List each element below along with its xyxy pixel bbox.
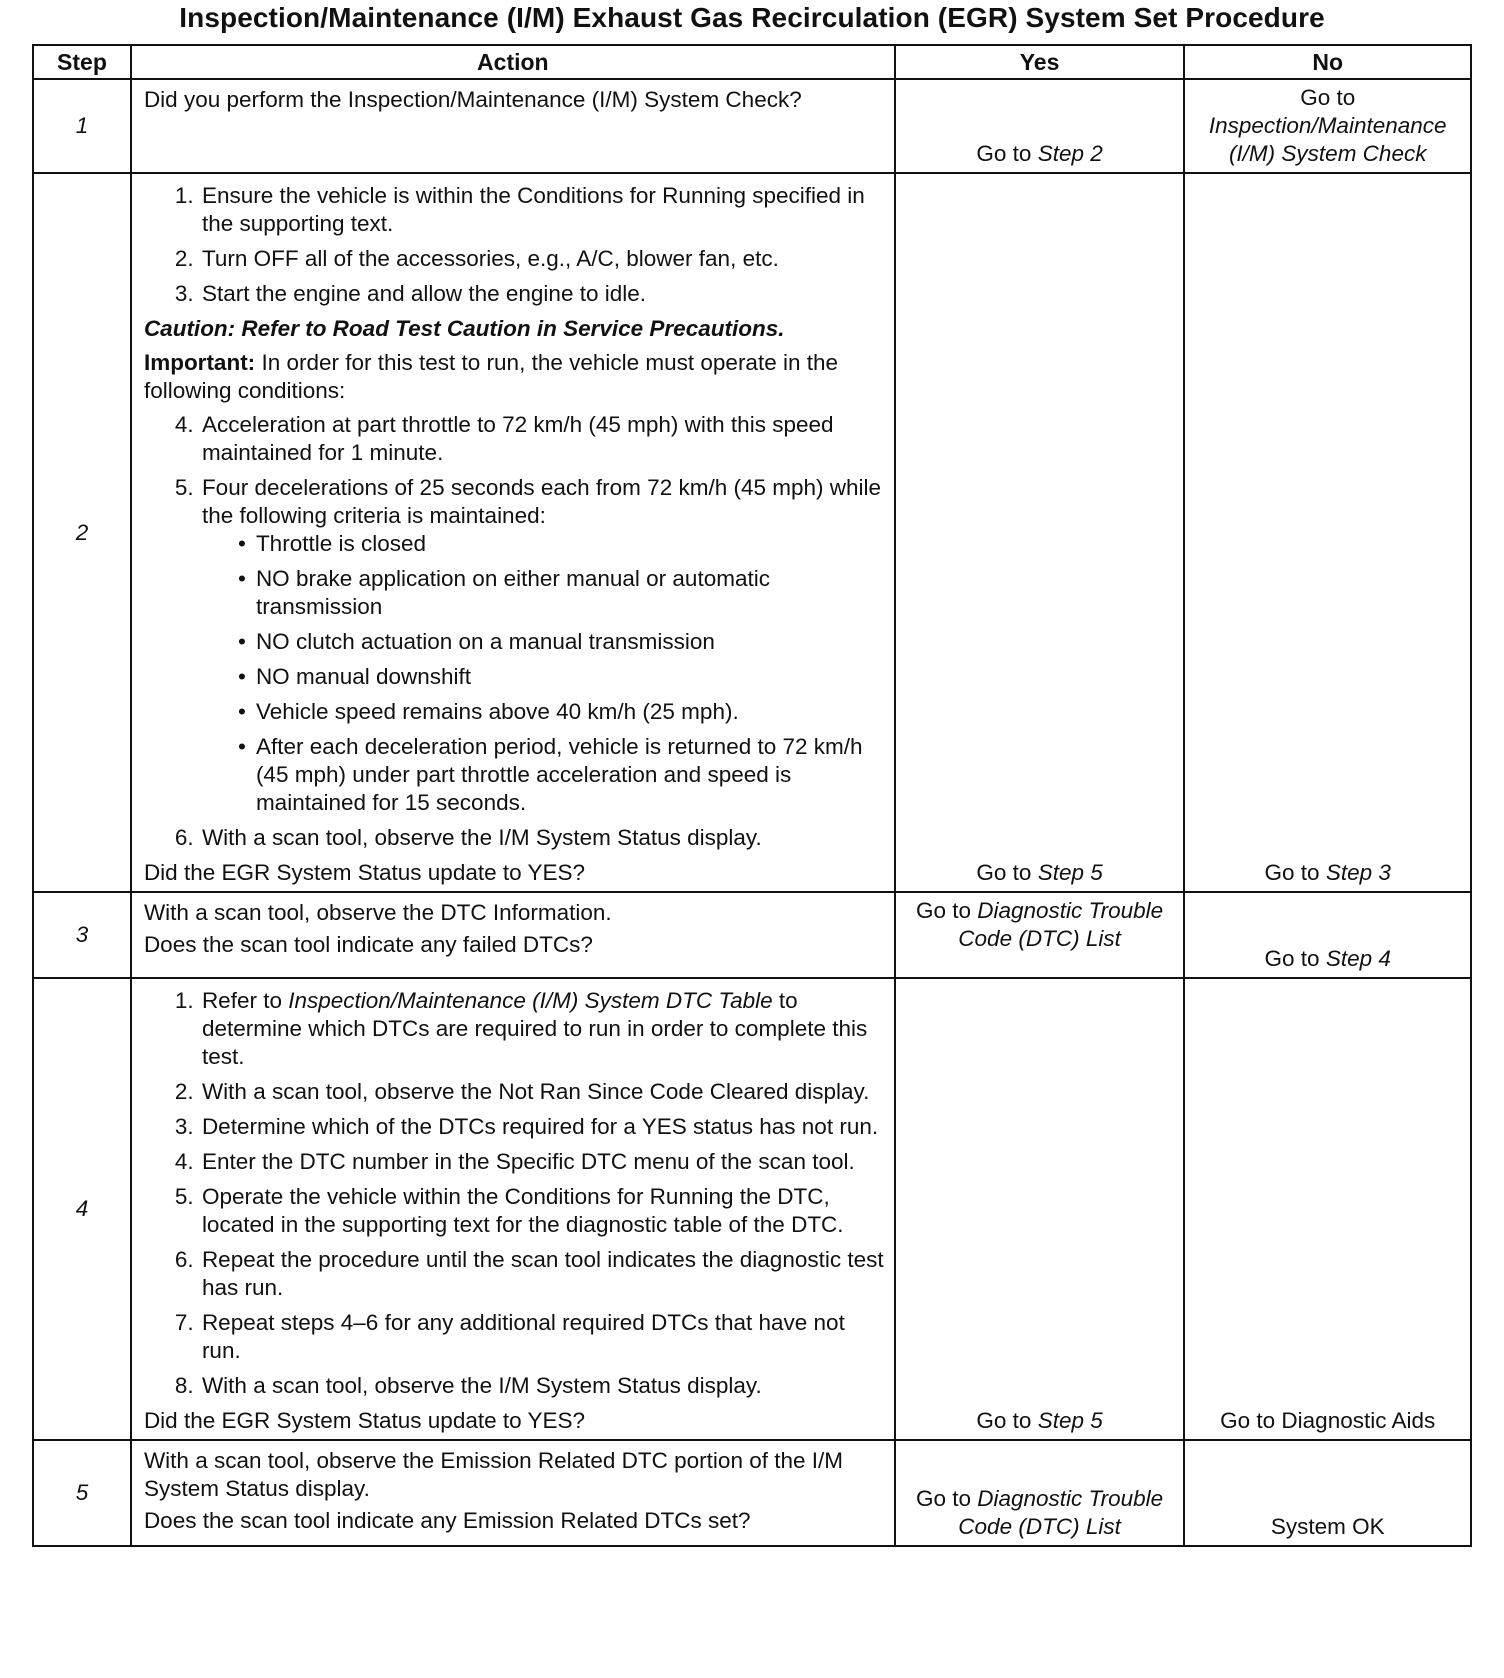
table-row xyxy=(33,1440,1471,1546)
table-row xyxy=(33,978,1471,1440)
bullet-item: • NO manual downshift xyxy=(238,663,884,691)
yes-prefix: Go to xyxy=(915,898,971,923)
header-step: Step xyxy=(33,45,131,79)
instruction-list xyxy=(144,987,884,1400)
list-item: 6. Repeat the procedure until the scan tool indicates the diagnostic test has run. xyxy=(200,1246,884,1302)
no-cell xyxy=(1184,892,1471,978)
list-item: 1. Ensure the vehicle is within the Conditions for Running specified in the supporting text. xyxy=(200,182,884,238)
statement-text: With a scan tool, observe the Emission Related DTC portion of the I/M System Status display. xyxy=(143,1448,843,1501)
no-prefix: Go to xyxy=(1264,860,1320,885)
list-item: 8. With a scan tool, observe the I/M System Status display. xyxy=(200,1372,884,1400)
instruction-list xyxy=(144,182,884,308)
list-item: 5. Operate the vehicle within the Conditions for Running the DTC, located in the supporting text for the diagnostic table of the DTC. xyxy=(200,1183,884,1239)
list-item: 2. Turn OFF all of the accessories, e.g., A/C, blower fan, etc. xyxy=(200,245,884,273)
yes-prefix: Go to xyxy=(915,1486,971,1511)
no-link[interactable]: Step 3 xyxy=(1325,860,1391,885)
dtc-table-link[interactable]: Inspection/Maintenance (I/M) System DTC Table xyxy=(288,988,773,1013)
list-item: 2. With a scan tool, observe the Not Ran Since Code Cleared display. xyxy=(200,1078,884,1106)
yes-cell xyxy=(895,978,1185,1440)
action-cell xyxy=(131,173,895,892)
question-text: Did the EGR System Status update to YES? xyxy=(143,1408,586,1433)
step-number: 1 xyxy=(33,79,131,173)
list-item: 3. Start the engine and allow the engine to idle. xyxy=(200,280,884,308)
statement-text: With a scan tool, observe the DTC Information. xyxy=(143,900,612,925)
step-number: 3 xyxy=(33,892,131,978)
list-item-text: Four decelerations of 25 seconds each from 72 km/h (45 mph) while the following criteria is maintained: xyxy=(201,475,882,528)
yes-prefix: Go to xyxy=(976,141,1032,166)
list-item: 6. With a scan tool, observe the I/M System Status display. xyxy=(200,824,884,852)
table-row xyxy=(33,173,1471,892)
table-row xyxy=(33,892,1471,978)
caution-note: Caution: Refer to Road Test Caution in Service Precautions. xyxy=(143,316,785,341)
important-label: Important: xyxy=(143,350,256,375)
yes-link[interactable]: Step 5 xyxy=(1037,1408,1103,1433)
no-result: System OK xyxy=(1270,1514,1385,1539)
procedure-table xyxy=(32,44,1472,1547)
bullet-item: • NO brake application on either manual or automatic transmission xyxy=(238,565,884,621)
criteria-list xyxy=(202,530,884,817)
no-link[interactable]: Step 4 xyxy=(1325,946,1391,971)
yes-cell xyxy=(895,173,1185,892)
item-suffix: to determine which DTCs are required to run in order to complete this test. xyxy=(201,988,868,1069)
action-cell xyxy=(131,892,895,978)
yes-cell xyxy=(895,79,1185,173)
list-item: 7. Repeat steps 4–6 for any additional required DTCs that have not run. xyxy=(200,1309,884,1365)
yes-link[interactable]: Step 2 xyxy=(1037,141,1103,166)
yes-prefix: Go to xyxy=(976,1408,1032,1433)
question-text: Did the EGR System Status update to YES? xyxy=(143,860,586,885)
yes-link[interactable]: Diagnostic Trouble Code (DTC) List xyxy=(958,1486,1164,1539)
instruction-list xyxy=(144,411,884,852)
header-no: No xyxy=(1184,45,1471,79)
item-prefix: Refer to xyxy=(201,988,282,1013)
no-prefix: Go to xyxy=(1264,946,1320,971)
list-item: 4. Acceleration at part throttle to 72 km/h (45 mph) with this speed maintained for 1 minute. xyxy=(200,411,884,467)
yes-cell xyxy=(895,1440,1185,1546)
list-item: 4. Enter the DTC number in the Specific DTC menu of the scan tool. xyxy=(200,1148,884,1176)
important-note xyxy=(144,349,884,405)
no-link[interactable]: Go to Diagnostic Aids xyxy=(1220,1408,1436,1433)
action-cell xyxy=(131,79,895,173)
question-text: Did you perform the Inspection/Maintenance (I/M) System Check? xyxy=(143,87,802,112)
step-number: 5 xyxy=(33,1440,131,1546)
action-cell xyxy=(131,1440,895,1546)
action-cell xyxy=(131,978,895,1440)
no-prefix: Go to xyxy=(1300,85,1356,110)
list-item xyxy=(200,987,884,1071)
table-row xyxy=(33,79,1471,173)
yes-link[interactable]: Step 5 xyxy=(1037,860,1103,885)
header-yes: Yes xyxy=(895,45,1185,79)
no-cell xyxy=(1184,173,1471,892)
important-text: In order for this test to run, the vehicle must operate in the following conditions: xyxy=(143,350,839,403)
no-link[interactable]: Inspection/Maintenance (I/M) System Check xyxy=(1208,113,1447,166)
yes-link[interactable]: Diagnostic Trouble Code (DTC) List xyxy=(958,898,1164,951)
bullet-item: • Throttle is closed xyxy=(238,530,884,558)
no-cell xyxy=(1184,79,1471,173)
step-number: 4 xyxy=(33,978,131,1440)
bullet-item: • Vehicle speed remains above 40 km/h (25 mph). xyxy=(238,698,884,726)
yes-prefix: Go to xyxy=(976,860,1032,885)
header-row xyxy=(33,45,1471,79)
question-text: Does the scan tool indicate any Emission Related DTCs set? xyxy=(143,1508,751,1533)
step-number: 2 xyxy=(33,173,131,892)
question-text: Does the scan tool indicate any failed DTCs? xyxy=(143,932,593,957)
list-item: 3. Determine which of the DTCs required for a YES status has not run. xyxy=(200,1113,884,1141)
bullet-item: • After each deceleration period, vehicle is returned to 72 km/h (45 mph) under part throttle acceleration and speed is maintained for 15 seconds. xyxy=(238,733,884,817)
page-title: Inspection/Maintenance (I/M) Exhaust Gas Recirculation (EGR) System Set Procedure xyxy=(179,2,1325,33)
yes-cell xyxy=(895,892,1185,978)
bullet-item: • NO clutch actuation on a manual transmission xyxy=(238,628,884,656)
list-item xyxy=(200,474,884,817)
no-cell xyxy=(1184,978,1471,1440)
no-cell xyxy=(1184,1440,1471,1546)
header-action: Action xyxy=(131,45,895,79)
